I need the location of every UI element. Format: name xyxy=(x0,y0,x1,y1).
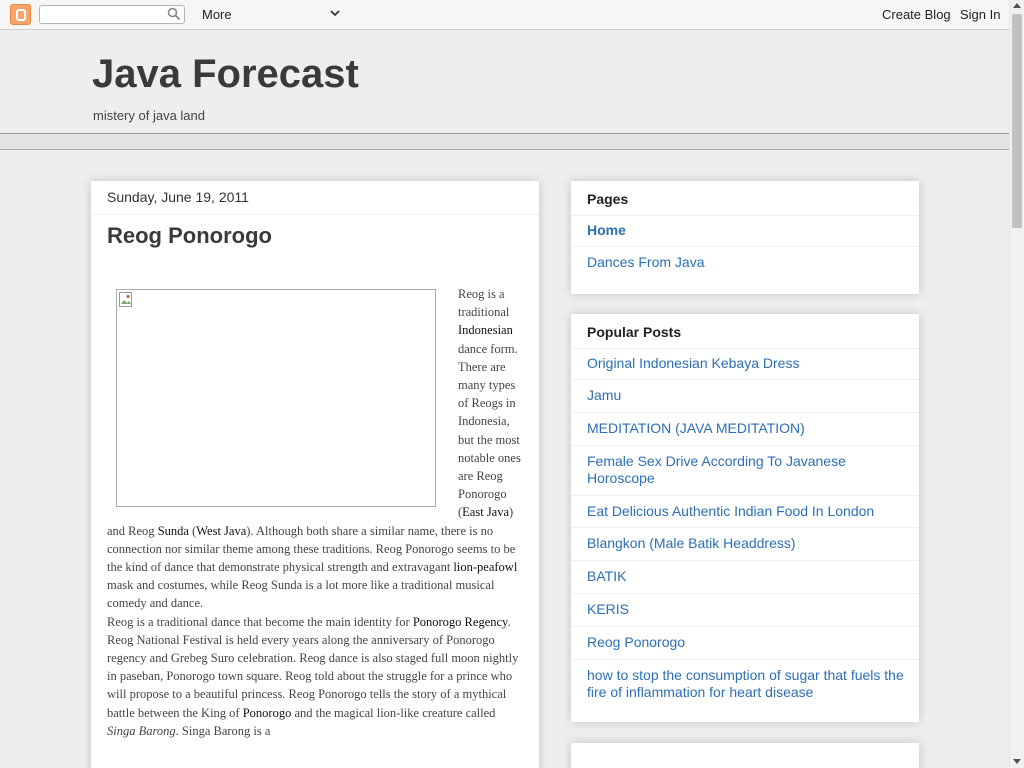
popular-post-link[interactable]: MEDITATION (JAVA MEDITATION) xyxy=(587,420,805,436)
post-text: . Reog National Festival is held every years along the anniversary of Ponorogo regency and Grebeg Suro celebration. Reog dance is also staged full moon nightly in paseban, Ponorogo town square. Reog told about the struggle for a prince who will propose to a beautiful princess. Reog Ponorogo tells the story of a mythical battle between the King of xyxy=(107,614,519,720)
header-band xyxy=(0,134,1009,150)
sign-in-link[interactable]: Sign In xyxy=(960,7,1001,22)
post-date-divider xyxy=(91,214,539,215)
popular-post-link[interactable]: Blangkon (Male Batik Headdress) xyxy=(587,535,796,551)
widget-divider xyxy=(571,560,919,561)
popular-post-link[interactable]: how to stop the consumption of sugar that fuels the fire of inflammation for heart disease xyxy=(587,667,904,700)
scroll-up-arrow-icon[interactable] xyxy=(1013,3,1021,8)
post-text: ( xyxy=(188,523,197,538)
post-date: Sunday, June 19, 2011 xyxy=(107,189,249,205)
widget-divider xyxy=(571,348,919,349)
page-link-home[interactable]: Home xyxy=(587,222,626,238)
sidebar-widget xyxy=(571,743,919,768)
widget-divider xyxy=(571,593,919,594)
post-text: dance form. There are many types of Reogs in Indonesia, but the most notable ones are Reog Ponorogo ( xyxy=(458,341,521,520)
post-text: Reog is a traditional dance that become the main identity for xyxy=(107,614,413,629)
popular-posts-widget xyxy=(571,314,919,722)
post-text: mask and costumes, while Reog Sunda is a lot more like a traditional musical comedy and dance. xyxy=(107,578,495,611)
widget-divider xyxy=(571,495,919,496)
popular-post-link[interactable]: Jamu xyxy=(587,387,622,403)
widget-divider xyxy=(571,527,919,528)
popular-post-link[interactable]: Female Sex Drive According To Javanese Horoscope xyxy=(587,453,846,486)
popular-post-link[interactable]: BATIK xyxy=(587,568,627,584)
scroll-thumb[interactable] xyxy=(1012,14,1022,228)
link-sunda[interactable]: Sunda xyxy=(157,523,189,538)
widget-divider xyxy=(571,626,919,627)
link-indonesian[interactable]: Indonesian xyxy=(458,323,513,338)
link-west-java[interactable]: West Java xyxy=(196,523,247,538)
popular-post-link[interactable]: KERIS xyxy=(587,601,630,617)
more-dropdown[interactable]: More xyxy=(202,7,232,22)
post-text-italic: Singa Barong xyxy=(107,723,176,738)
link-east-java[interactable]: East Java xyxy=(462,505,510,520)
widget-divider xyxy=(571,412,919,413)
pages-widget xyxy=(571,181,919,294)
post-text: . Singa Barong is a xyxy=(175,723,271,738)
link-ponorogo[interactable]: Ponorogo xyxy=(242,705,292,720)
widget-title: Popular Posts xyxy=(587,324,682,340)
broken-image-icon xyxy=(119,292,133,308)
link-lion-peafowl[interactable]: lion-peafowl xyxy=(453,560,518,575)
blog-description: mistery of java land xyxy=(93,108,205,123)
post-text: and the magical lion-like creature called xyxy=(291,705,496,720)
create-blog-link[interactable]: Create Blog xyxy=(882,7,951,22)
widget-divider xyxy=(571,246,919,247)
post-text: ). Although both share a similar name, there is no connection nor similar theme among these traditions. Reog Ponorogo seems to be the kind of dance that demonstrate physical strength and extravagant xyxy=(107,523,516,575)
blog-title[interactable]: Java Forecast xyxy=(92,52,359,96)
widget-divider xyxy=(571,659,919,660)
widget-divider xyxy=(571,379,919,380)
blogger-icon[interactable] xyxy=(10,4,31,25)
vertical-scrollbar[interactable] xyxy=(1009,0,1024,768)
chevron-down-icon[interactable] xyxy=(328,6,342,20)
popular-post-link[interactable]: Eat Delicious Authentic Indian Food In London xyxy=(587,503,875,519)
blogger-navbar xyxy=(0,0,1009,30)
search-icon[interactable] xyxy=(167,7,181,21)
search-input[interactable] xyxy=(39,5,185,24)
popular-post-link[interactable]: Original Indonesian Kebaya Dress xyxy=(587,355,800,371)
link-ponorogo-regency[interactable]: Ponorogo Regency xyxy=(412,614,508,629)
post-card xyxy=(91,181,539,768)
popular-post-link[interactable]: Reog Ponorogo xyxy=(587,634,686,650)
widget-title: Pages xyxy=(587,191,629,207)
scroll-down-arrow-icon[interactable] xyxy=(1013,759,1021,764)
post-text: Reog is a traditional xyxy=(458,287,510,320)
broken-image[interactable] xyxy=(116,289,436,507)
page-link-dances[interactable]: Dances From Java xyxy=(587,254,705,270)
widget-divider xyxy=(571,215,919,216)
widget-divider xyxy=(571,445,919,446)
post-text: ) and Reog xyxy=(107,505,514,538)
post-title[interactable]: Reog Ponorogo xyxy=(107,223,272,248)
